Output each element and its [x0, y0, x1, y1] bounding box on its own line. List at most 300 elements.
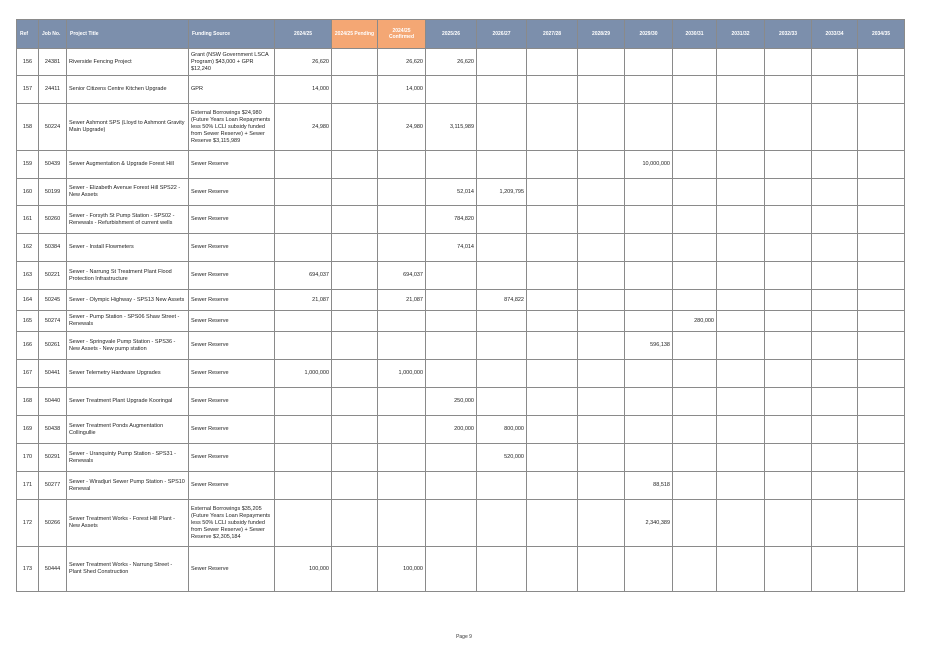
amount-cell [332, 311, 378, 332]
project-title-cell: Sewer Treatment Ponds Augmentation Collingullie [67, 416, 189, 444]
amount-cell: 24,980 [275, 104, 332, 151]
amount-cell [332, 547, 378, 592]
job-number-cell: 50440 [39, 388, 67, 416]
funding-source-cell: Sewer Reserve [189, 234, 275, 262]
project-title-cell: Sewer - Uranquinty Pump Station - SPS31 - Renewals [67, 444, 189, 472]
column-header: 2034/35 [858, 20, 905, 49]
amount-cell [858, 151, 905, 179]
amount-cell [275, 332, 332, 360]
project-title-cell: Sewer - Forsyth St Pump Station - SPS02 - Renewals - Refurbishment of current wells [67, 206, 189, 234]
amount-cell [812, 151, 858, 179]
amount-cell [673, 262, 717, 290]
amount-cell: 26,620 [378, 49, 426, 76]
amount-cell [858, 360, 905, 388]
ref-cell: 171 [17, 472, 39, 500]
amount-cell [477, 206, 527, 234]
amount-cell [625, 360, 673, 388]
amount-cell [477, 49, 527, 76]
amount-cell: 250,000 [426, 388, 477, 416]
ref-cell: 169 [17, 416, 39, 444]
amount-cell [477, 547, 527, 592]
amount-cell [332, 49, 378, 76]
amount-cell [812, 49, 858, 76]
amount-cell [527, 311, 578, 332]
amount-cell [812, 290, 858, 311]
amount-cell [765, 290, 812, 311]
amount-cell [858, 49, 905, 76]
amount-cell [578, 311, 625, 332]
amount-cell [717, 76, 765, 104]
ref-cell: 168 [17, 388, 39, 416]
amount-cell [673, 360, 717, 388]
amount-cell: 200,000 [426, 416, 477, 444]
amount-cell [765, 262, 812, 290]
job-number-cell: 50277 [39, 472, 67, 500]
amount-cell [717, 151, 765, 179]
amount-cell: 100,000 [378, 547, 426, 592]
table-row [17, 360, 905, 388]
amount-cell [477, 332, 527, 360]
amount-cell [858, 388, 905, 416]
amount-cell [812, 311, 858, 332]
project-title-cell: Sewer Telemetry Hardware Upgrades [67, 360, 189, 388]
job-number-cell: 50245 [39, 290, 67, 311]
job-number-cell: 50444 [39, 547, 67, 592]
funding-source-cell: Sewer Reserve [189, 388, 275, 416]
amount-cell [527, 416, 578, 444]
amount-cell [673, 104, 717, 151]
amount-cell: 694,037 [378, 262, 426, 290]
amount-cell [332, 290, 378, 311]
funding-source-cell: External Borrowings $35,205 (Future Years Loan Repayments less 50% LCLI subsidy funded from Sewer Reserve) + Sewer Reserve $2,305,184 [189, 500, 275, 547]
amount-cell [332, 234, 378, 262]
funding-source-cell: Grant (NSW Government LSCA Program) $43,000 + GPR $12,240 [189, 49, 275, 76]
amount-cell [275, 206, 332, 234]
amount-cell: 21,087 [275, 290, 332, 311]
amount-cell [578, 234, 625, 262]
ref-cell: 172 [17, 500, 39, 547]
amount-cell: 88,518 [625, 472, 673, 500]
ref-cell: 156 [17, 49, 39, 76]
job-number-cell: 50221 [39, 262, 67, 290]
amount-cell [717, 206, 765, 234]
amount-cell: 694,037 [275, 262, 332, 290]
ref-cell: 161 [17, 206, 39, 234]
project-title-cell: Riverside Fencing Project [67, 49, 189, 76]
amount-cell: 26,620 [275, 49, 332, 76]
column-header: 2024/25 [275, 20, 332, 49]
amount-cell [426, 151, 477, 179]
amount-cell [578, 179, 625, 206]
job-number-cell: 50260 [39, 206, 67, 234]
project-title-cell: Sewer - Pump Station - SPS06 Shaw Street - Renewals [67, 311, 189, 332]
table-header [17, 20, 905, 49]
job-number-cell: 50438 [39, 416, 67, 444]
funding-source-cell: Sewer Reserve [189, 472, 275, 500]
amount-cell: 1,000,000 [275, 360, 332, 388]
amount-cell [578, 262, 625, 290]
amount-cell [673, 472, 717, 500]
funding-source-cell: Sewer Reserve [189, 416, 275, 444]
amount-cell [625, 76, 673, 104]
job-number-cell: 24411 [39, 76, 67, 104]
amount-cell [765, 388, 812, 416]
amount-cell [275, 311, 332, 332]
amount-cell [275, 416, 332, 444]
amount-cell [527, 388, 578, 416]
column-header: 2027/28 [527, 20, 578, 49]
funding-source-cell: GPR [189, 76, 275, 104]
amount-cell [527, 206, 578, 234]
amount-cell [717, 444, 765, 472]
amount-cell [717, 416, 765, 444]
amount-cell: 2,340,389 [625, 500, 673, 547]
ref-cell: 167 [17, 360, 39, 388]
column-header: 2033/34 [812, 20, 858, 49]
amount-cell [625, 179, 673, 206]
table-row [17, 234, 905, 262]
amount-cell [673, 444, 717, 472]
amount-cell [673, 76, 717, 104]
project-title-cell: Sewer - Springvale Pump Station - SPS36 - New Assets - New pump station [67, 332, 189, 360]
amount-cell [578, 388, 625, 416]
table-row [17, 206, 905, 234]
funding-source-cell: Sewer Reserve [189, 311, 275, 332]
table-row [17, 311, 905, 332]
header-row [17, 20, 905, 49]
amount-cell [527, 500, 578, 547]
amount-cell [858, 444, 905, 472]
amount-cell [332, 444, 378, 472]
table-row [17, 179, 905, 206]
amount-cell: 14,000 [378, 76, 426, 104]
amount-cell [332, 472, 378, 500]
amount-cell [765, 444, 812, 472]
amount-cell [812, 206, 858, 234]
amount-cell [275, 234, 332, 262]
amount-cell [717, 104, 765, 151]
amount-cell [378, 472, 426, 500]
amount-cell [426, 290, 477, 311]
amount-cell [858, 206, 905, 234]
amount-cell [625, 206, 673, 234]
capital-works-table [16, 19, 905, 592]
project-title-cell: Sewer Treatment Works - Narrung Street - Plant Shed Construction [67, 547, 189, 592]
amount-cell [673, 416, 717, 444]
funding-source-cell: Sewer Reserve [189, 332, 275, 360]
amount-cell [477, 104, 527, 151]
amount-cell [858, 290, 905, 311]
amount-cell [332, 262, 378, 290]
amount-cell [578, 547, 625, 592]
table-row [17, 49, 905, 76]
amount-cell [765, 547, 812, 592]
amount-cell [527, 76, 578, 104]
amount-cell [275, 388, 332, 416]
amount-cell [625, 311, 673, 332]
amount-cell [527, 151, 578, 179]
funding-source-cell: Sewer Reserve [189, 151, 275, 179]
funding-source-cell: Sewer Reserve [189, 290, 275, 311]
funding-source-cell: Sewer Reserve [189, 444, 275, 472]
column-header: 2024/25 Confirmed [378, 20, 426, 49]
amount-cell [332, 360, 378, 388]
amount-cell [332, 416, 378, 444]
amount-cell [717, 49, 765, 76]
column-header: 2030/31 [673, 20, 717, 49]
amount-cell [717, 290, 765, 311]
amount-cell [765, 76, 812, 104]
table-row [17, 444, 905, 472]
amount-cell [332, 332, 378, 360]
amount-cell: 1,000,000 [378, 360, 426, 388]
table-row [17, 290, 905, 311]
amount-cell [477, 234, 527, 262]
project-title-cell: Senior Citizens Centre Kitchen Upgrade [67, 76, 189, 104]
amount-cell [858, 262, 905, 290]
job-number-cell: 50384 [39, 234, 67, 262]
amount-cell [527, 49, 578, 76]
amount-cell [625, 547, 673, 592]
amount-cell: 874,822 [477, 290, 527, 311]
amount-cell: 520,000 [477, 444, 527, 472]
amount-cell [527, 472, 578, 500]
amount-cell [527, 290, 578, 311]
amount-cell [578, 500, 625, 547]
amount-cell: 24,980 [378, 104, 426, 151]
amount-cell [625, 234, 673, 262]
amount-cell: 800,000 [477, 416, 527, 444]
job-number-cell: 50274 [39, 311, 67, 332]
ref-cell: 160 [17, 179, 39, 206]
amount-cell: 10,000,000 [625, 151, 673, 179]
amount-cell [858, 332, 905, 360]
amount-cell [378, 444, 426, 472]
amount-cell [765, 49, 812, 76]
column-header: 2029/30 [625, 20, 673, 49]
amount-cell [717, 547, 765, 592]
project-title-cell: Sewer Treatment Works - Forest Hill Plant - New Assets [67, 500, 189, 547]
page-number: Page 9 [456, 634, 472, 640]
column-header: 2025/26 [426, 20, 477, 49]
amount-cell [527, 444, 578, 472]
amount-cell [673, 388, 717, 416]
ref-cell: 163 [17, 262, 39, 290]
amount-cell [527, 179, 578, 206]
amount-cell [673, 332, 717, 360]
amount-cell [717, 472, 765, 500]
amount-cell [673, 49, 717, 76]
amount-cell [332, 206, 378, 234]
amount-cell [673, 151, 717, 179]
column-header: 2024/25 Pending [332, 20, 378, 49]
amount-cell [765, 311, 812, 332]
amount-cell [378, 332, 426, 360]
amount-cell [858, 500, 905, 547]
amount-cell [477, 311, 527, 332]
amount-cell [378, 500, 426, 547]
column-header: 2032/33 [765, 20, 812, 49]
amount-cell: 74,014 [426, 234, 477, 262]
amount-cell [426, 444, 477, 472]
amount-cell [378, 206, 426, 234]
funding-source-cell: Sewer Reserve [189, 262, 275, 290]
amount-cell [812, 388, 858, 416]
table-body [17, 49, 905, 592]
amount-cell [858, 311, 905, 332]
project-title-cell: Sewer - Elizabeth Avenue Forest Hill SPS22 - New Assets [67, 179, 189, 206]
amount-cell [858, 104, 905, 151]
amount-cell [858, 234, 905, 262]
amount-cell: 1,209,795 [477, 179, 527, 206]
amount-cell [578, 416, 625, 444]
amount-cell [477, 262, 527, 290]
project-title-cell: Sewer - Wiradjuri Sewer Pump Station - SPS10 Renewal [67, 472, 189, 500]
amount-cell [858, 547, 905, 592]
project-title-cell: Sewer - Narrung St Treatment Plant Flood Protection Infrastructure [67, 262, 189, 290]
amount-cell [812, 416, 858, 444]
amount-cell [578, 290, 625, 311]
amount-cell: 784,820 [426, 206, 477, 234]
amount-cell [717, 234, 765, 262]
amount-cell [765, 234, 812, 262]
project-title-cell: Sewer Treatment Plant Upgrade Kooringal [67, 388, 189, 416]
amount-cell: 3,115,989 [426, 104, 477, 151]
amount-cell [578, 332, 625, 360]
column-header: Project Title [67, 20, 189, 49]
amount-cell [717, 262, 765, 290]
table-row [17, 104, 905, 151]
amount-cell [717, 311, 765, 332]
ref-cell: 162 [17, 234, 39, 262]
amount-cell [477, 76, 527, 104]
amount-cell [426, 500, 477, 547]
amount-cell [625, 290, 673, 311]
project-title-cell: Sewer - Install Flowmeters [67, 234, 189, 262]
amount-cell [625, 416, 673, 444]
amount-cell [625, 444, 673, 472]
column-header: 2026/27 [477, 20, 527, 49]
column-header: Job No. [39, 20, 67, 49]
column-header: 2031/32 [717, 20, 765, 49]
amount-cell [765, 360, 812, 388]
amount-cell [765, 151, 812, 179]
amount-cell [858, 76, 905, 104]
amount-cell [426, 472, 477, 500]
amount-cell [275, 444, 332, 472]
table-row [17, 76, 905, 104]
amount-cell [625, 262, 673, 290]
job-number-cell: 50266 [39, 500, 67, 547]
amount-cell [765, 500, 812, 547]
amount-cell [858, 416, 905, 444]
job-number-cell: 50224 [39, 104, 67, 151]
ref-cell: 165 [17, 311, 39, 332]
table-row [17, 547, 905, 592]
amount-cell [426, 547, 477, 592]
project-title-cell: Sewer - Olympic Highway - SPS13 New Assets [67, 290, 189, 311]
amount-cell [426, 332, 477, 360]
amount-cell [812, 472, 858, 500]
amount-cell [812, 262, 858, 290]
job-number-cell: 50439 [39, 151, 67, 179]
amount-cell [812, 104, 858, 151]
amount-cell [378, 311, 426, 332]
amount-cell [578, 360, 625, 388]
amount-cell [477, 388, 527, 416]
amount-cell: 21,087 [378, 290, 426, 311]
project-title-cell: Sewer Ashmont SPS (Lloyd to Ashmont Gravity Main Upgrade) [67, 104, 189, 151]
amount-cell [378, 151, 426, 179]
amount-cell [625, 388, 673, 416]
amount-cell [332, 151, 378, 179]
amount-cell [332, 500, 378, 547]
amount-cell [812, 332, 858, 360]
amount-cell: 100,000 [275, 547, 332, 592]
amount-cell [812, 76, 858, 104]
funding-source-cell: Sewer Reserve [189, 360, 275, 388]
amount-cell [332, 104, 378, 151]
job-number-cell: 50291 [39, 444, 67, 472]
funding-source-cell: Sewer Reserve [189, 547, 275, 592]
amount-cell [812, 360, 858, 388]
ref-cell: 166 [17, 332, 39, 360]
table-row [17, 388, 905, 416]
funding-source-cell: Sewer Reserve [189, 179, 275, 206]
amount-cell [765, 104, 812, 151]
amount-cell [717, 388, 765, 416]
table-row [17, 472, 905, 500]
amount-cell [717, 332, 765, 360]
amount-cell [477, 151, 527, 179]
project-title-cell: Sewer Augmentation & Upgrade Forest Hill [67, 151, 189, 179]
column-header: Funding Source [189, 20, 275, 49]
column-header: 2028/29 [578, 20, 625, 49]
amount-cell [527, 360, 578, 388]
ref-cell: 159 [17, 151, 39, 179]
amount-cell [673, 500, 717, 547]
amount-cell [673, 206, 717, 234]
amount-cell [378, 416, 426, 444]
amount-cell [858, 179, 905, 206]
amount-cell [426, 311, 477, 332]
amount-cell [673, 547, 717, 592]
ref-cell: 158 [17, 104, 39, 151]
amount-cell [717, 360, 765, 388]
table-row [17, 151, 905, 179]
amount-cell: 280,000 [673, 311, 717, 332]
amount-cell [812, 444, 858, 472]
amount-cell [578, 76, 625, 104]
amount-cell [578, 151, 625, 179]
table-row [17, 262, 905, 290]
amount-cell [477, 472, 527, 500]
amount-cell [332, 388, 378, 416]
amount-cell [426, 76, 477, 104]
amount-cell [812, 179, 858, 206]
amount-cell [765, 472, 812, 500]
amount-cell [527, 547, 578, 592]
amount-cell [765, 179, 812, 206]
amount-cell [578, 472, 625, 500]
amount-cell [378, 234, 426, 262]
job-number-cell: 24381 [39, 49, 67, 76]
amount-cell [765, 206, 812, 234]
funding-source-cell: External Borrowings $24,980 (Future Years Loan Repayments less 50% LCLI subsidy funded from Sewer Reserve) + Sewer Reserve $3,115,989 [189, 104, 275, 151]
amount-cell [858, 472, 905, 500]
funding-source-cell: Sewer Reserve [189, 206, 275, 234]
amount-cell [527, 262, 578, 290]
